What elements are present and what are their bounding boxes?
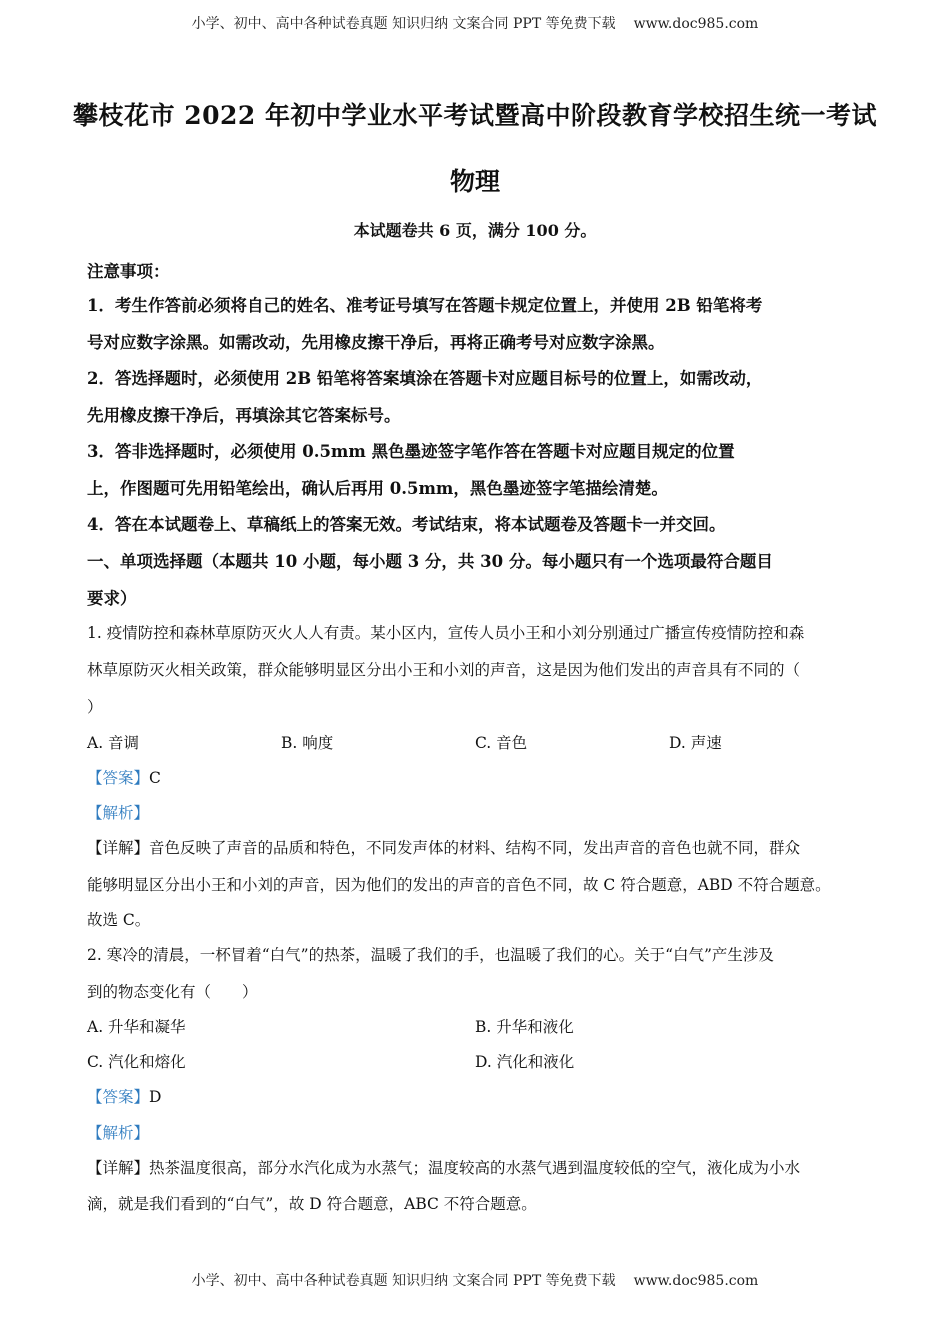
q1-option-b: B. 响度 xyxy=(281,734,334,752)
q1-answer xyxy=(87,766,161,788)
detail-tag: 【详解】 xyxy=(87,839,150,857)
q1-analysis-tag: 【解析】 xyxy=(87,804,150,822)
answer-tag: 【答案】 xyxy=(87,1088,150,1106)
q1-option-c: C. 音色 xyxy=(475,734,528,752)
q1-option-a: A. 音调 xyxy=(87,734,140,752)
q2-option-a: A. 升华和凝华 xyxy=(87,1018,186,1036)
q2-option-c: C. 汽化和熔化 xyxy=(87,1053,186,1071)
q2-detail-line: 滴，就是我们看到的“白气”，故 D 符合题意，ABC 不符合题意。 xyxy=(87,1195,537,1213)
pages-note: 本试题卷共 6 页，满分 100 分。 xyxy=(353,221,597,240)
detail-tag: 【详解】 xyxy=(87,1159,150,1177)
notice-line: 上，作图题可先用铅笔绘出，确认后再用 0.5mm，黑色墨迹签字笔描绘清楚。 xyxy=(87,479,668,498)
q2-detail-line xyxy=(87,1156,800,1178)
footer-text: 小学、初中、高中各种试卷真题 知识归纳 文案合同 PPT 等免费下载 xyxy=(191,1273,616,1289)
header-text: 小学、初中、高中各种试卷真题 知识归纳 文案合同 PPT 等免费下载 xyxy=(191,16,616,32)
q2-option-b: B. 升华和液化 xyxy=(475,1018,574,1036)
page-header xyxy=(0,13,950,33)
section-heading: 一、单项选择题（本题共 10 小题，每小题 3 分，共 30 分。每小题只有一个选项最符合题目 xyxy=(87,552,773,571)
section-heading-cont: 要求） xyxy=(87,589,137,608)
answer-tag: 【答案】 xyxy=(87,769,150,787)
q1-detail-line: 能够明显区分出小王和小刘的声音，因为他们的发出的声音的音色不同，故 C 符合题意，ABD 不符合题意。 xyxy=(87,876,831,894)
notice-line: 号对应数字涂黑。如需改动，先用橡皮擦干净后，再将正确考号对应数字涂黑。 xyxy=(87,333,665,352)
q1-detail-text: 音色反映了声音的品质和特色，不同发声体的材料、结构不同，发出声音的音色也就不同，群众 xyxy=(149,839,801,857)
page-footer xyxy=(0,1270,950,1290)
q2-option-d: D. 汽化和液化 xyxy=(475,1053,575,1071)
notice-line: 2．答选择题时，必须使用 2B 铅笔将答案填涂在答题卡对应题目标号的位置上，如需改动， xyxy=(87,369,763,388)
exam-title: 攀枝花市 2022 年初中学业水平考试暨高中阶段教育学校招生统一考试 xyxy=(73,101,877,130)
notice-line: 先用橡皮擦干净后，再填涂其它答案标号。 xyxy=(87,406,401,425)
q2-stem-line: 到的物态变化有（ ） xyxy=(87,983,258,1001)
q2-detail-text: 热茶温度很高，部分水汽化成为水蒸气；温度较高的水蒸气遇到温度较低的空气，液化成为小水 xyxy=(149,1159,801,1177)
q2-answer-value: D xyxy=(149,1088,162,1106)
notice-line: 1．考生作答前必须将自己的姓名、准考证号填写在答题卡规定位置上，并使用 2B 铅笔将考 xyxy=(87,296,763,315)
q1-stem-line: 1. 疫情防控和森林草原防灭火人人有责。某小区内，宣传人员小王和小刘分别通过广播宣传疫情防控和森 xyxy=(87,624,805,642)
q1-answer-value: C xyxy=(149,769,161,787)
q1-detail-line xyxy=(87,836,800,858)
q1-stem-line: 林草原防灭火相关政策，群众能够明显区分出小王和小刘的声音，这是因为他们发出的声音具有不同的（ xyxy=(87,661,801,679)
q1-stem-line: ） xyxy=(87,698,103,716)
q2-analysis-tag: 【解析】 xyxy=(87,1124,150,1142)
footer-site-link[interactable]: www.doc985.com xyxy=(633,1273,759,1289)
notice-line: 4．答在本试题卷上、草稿纸上的答案无效。考试结束，将本试题卷及答题卡一并交回。 xyxy=(87,515,726,534)
q1-detail-line: 故选 C。 xyxy=(87,911,151,929)
subject-title: 物理 xyxy=(449,167,500,196)
q2-answer xyxy=(87,1085,161,1107)
header-site-link[interactable]: www.doc985.com xyxy=(633,16,759,32)
notice-line: 3．答非选择题时，必须使用 0.5mm 黑色墨迹签字笔作答在答题卡对应题目规定的位置 xyxy=(87,442,735,461)
q1-option-d: D. 声速 xyxy=(669,734,722,752)
q2-stem-line: 2. 寒冷的清晨，一杯冒着“白气”的热茶，温暖了我们的手，也温暖了我们的心。关于“白气”产生涉及 xyxy=(87,946,774,964)
notice-heading: 注意事项： xyxy=(87,262,170,281)
